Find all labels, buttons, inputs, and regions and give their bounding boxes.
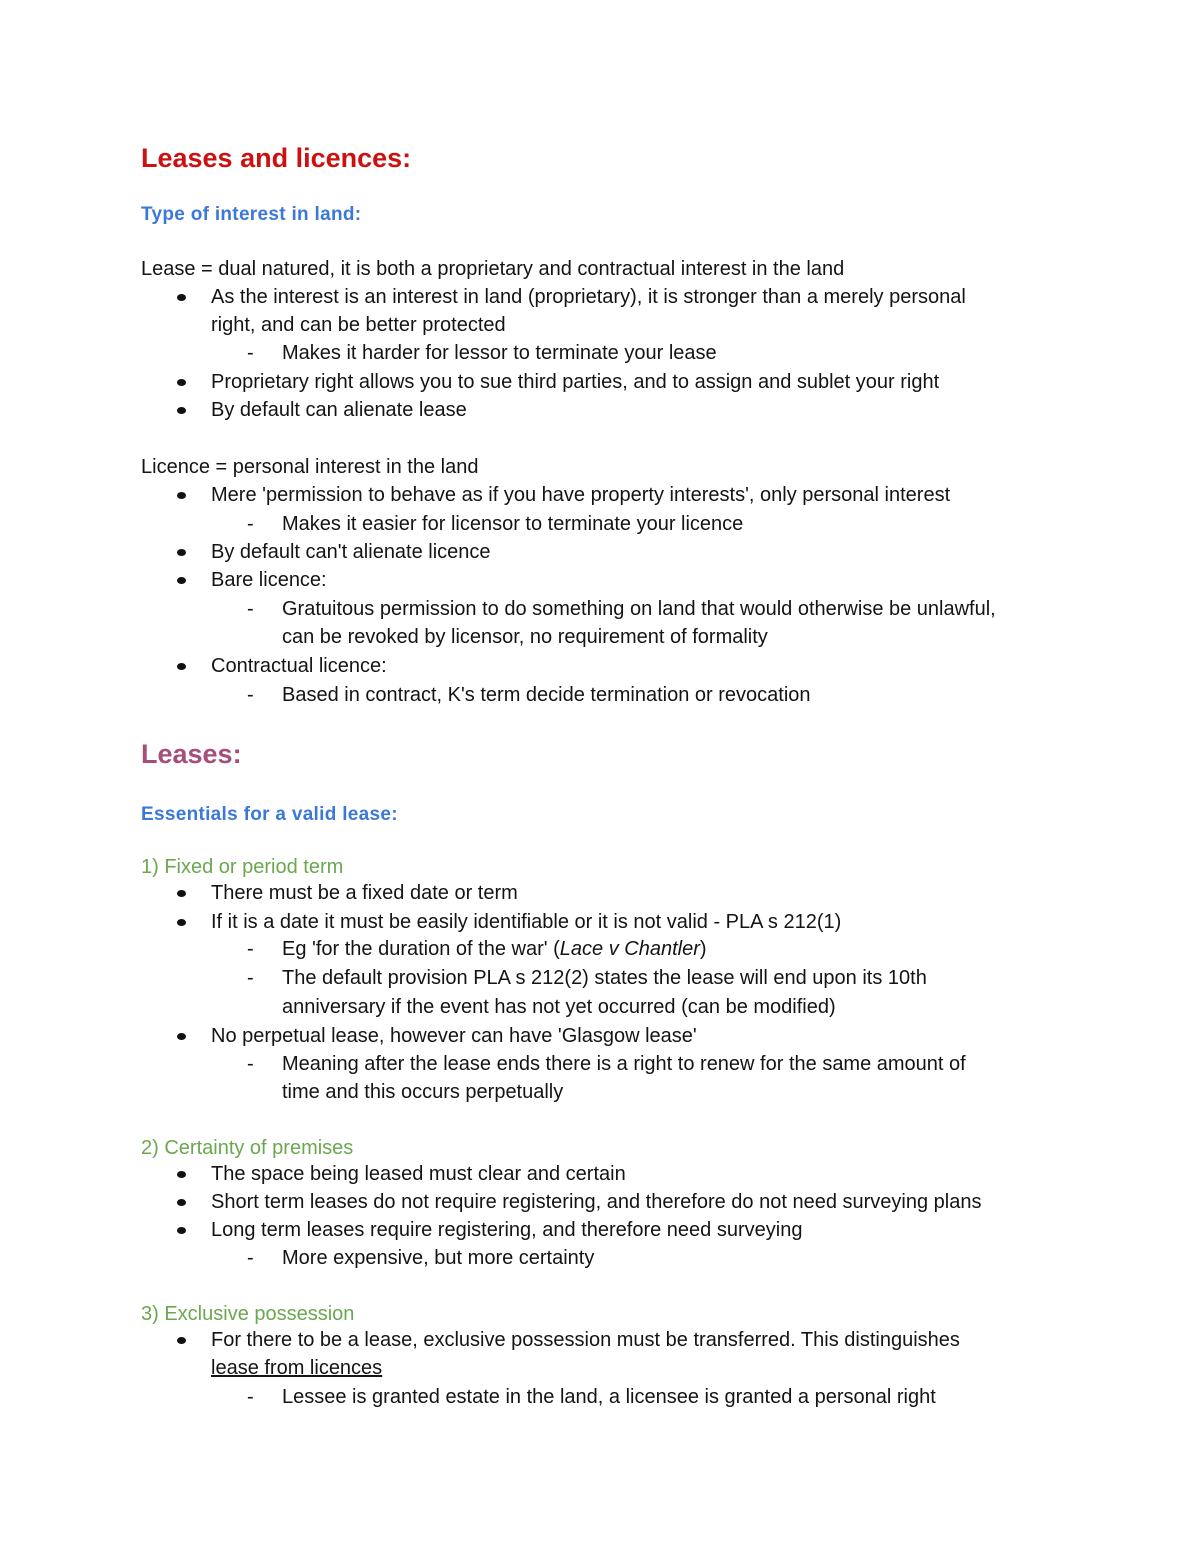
bullet-icon: [177, 919, 186, 926]
bullet-icon: [177, 663, 186, 670]
bullet-icon: [177, 549, 186, 556]
lease-bullet-1-line-1: As the interest is an interest in land (proprietary), it is stronger than a merely personal: [211, 286, 966, 308]
licence-bullet-2: By default can't alienate licence: [211, 541, 491, 563]
dash-icon: -: [247, 342, 254, 364]
section-1-bullet-2-sub-2-line-2: anniversary if the event has not yet occurred (can be modified): [282, 996, 836, 1018]
page-title: Leases and licences:: [141, 143, 412, 173]
section-2-heading: 2) Certainty of premises: [141, 1137, 354, 1159]
section-3-bullet-1-line-2: lease from licences: [211, 1357, 383, 1379]
bullet-icon: [177, 379, 186, 386]
bullet-icon: [177, 492, 186, 499]
lease-bullet-1-sub-1: Makes it harder for lessor to terminate your lease: [282, 342, 717, 364]
dash-icon: -: [247, 967, 254, 989]
section-1-bullet-3-sub-1-line-2: time and this occurs perpetually: [282, 1081, 564, 1103]
bullet-icon: [177, 577, 186, 584]
bullet-icon: [177, 407, 186, 414]
bullet-icon: [177, 1199, 186, 1206]
lease-definition: Lease = dual natured, it is both a proprietary and contractual interest in the land: [141, 258, 845, 280]
licence-definition: Licence = personal interest in the land: [141, 456, 479, 478]
dash-icon: -: [247, 684, 254, 706]
bullet-icon: [177, 294, 186, 301]
dash-icon: -: [247, 513, 254, 535]
licence-bullet-4: Contractual licence:: [211, 655, 387, 677]
bullet-icon: [177, 1337, 186, 1344]
dash-icon: -: [247, 598, 254, 620]
bullet-icon: [177, 1227, 186, 1234]
section-1-bullet-3: No perpetual lease, however can have 'Glasgow lease': [211, 1025, 697, 1047]
section-3-bullet-1-sub-1: Lessee is granted estate in the land, a licensee is granted a personal right: [282, 1386, 936, 1408]
section-1-bullet-3-sub-1-line-1: Meaning after the lease ends there is a right to renew for the same amount of: [282, 1053, 966, 1075]
licence-bullet-3-sub-1-line-1: Gratuitous permission to do something on land that would otherwise be unlawful,: [282, 598, 996, 620]
section-3-bullet-1-line-1: For there to be a lease, exclusive possession must be transferred. This distinguishes: [211, 1329, 960, 1351]
section-2-bullet-3: Long term leases require registering, and therefore need surveying: [211, 1219, 803, 1241]
section-1-bullet-2-sub-1: Eg 'for the duration of the war' (Lace v Chantler): [282, 938, 707, 960]
dash-icon: -: [247, 1386, 254, 1408]
leases-heading: Leases:: [141, 739, 242, 769]
case-name: Lace v Chantler: [559, 938, 700, 960]
bullet-icon: [177, 1171, 186, 1178]
section-1-bullet-2: If it is a date it must be easily identifiable or it is not valid - PLA s 212(1): [211, 911, 842, 933]
licence-bullet-3-sub-1-line-2: can be revoked by licensor, no requirement of formality: [282, 626, 768, 648]
bullet-icon: [177, 890, 186, 897]
section-2-bullet-3-sub-1: More expensive, but more certainty: [282, 1247, 595, 1269]
section-1-bullet-2-sub-2-line-1: The default provision PLA s 212(2) states the lease will end upon its 10th: [282, 967, 927, 989]
type-of-interest-heading: Type of interest in land:: [141, 204, 362, 225]
bullet-icon: [177, 1033, 186, 1040]
licence-bullet-1: Mere 'permission to behave as if you have property interests', only personal interest: [211, 484, 951, 506]
lease-bullet-3: By default can alienate lease: [211, 399, 467, 421]
section-2-bullet-2: Short term leases do not require registering, and therefore do not need surveying plans: [211, 1191, 982, 1213]
section-2-bullet-1: The space being leased must clear and certain: [211, 1163, 626, 1185]
dash-icon: -: [247, 938, 254, 960]
dash-icon: -: [247, 1053, 254, 1075]
licence-bullet-1-sub-1: Makes it easier for licensor to terminate your licence: [282, 513, 744, 535]
dash-icon: -: [247, 1247, 254, 1269]
licence-bullet-4-sub-1: Based in contract, K's term decide termination or revocation: [282, 684, 811, 706]
section-3-heading: 3) Exclusive possession: [141, 1303, 355, 1325]
lease-bullet-2: Proprietary right allows you to sue third parties, and to assign and sublet your right: [211, 371, 940, 393]
section-1-bullet-1: There must be a fixed date or term: [211, 882, 518, 904]
lease-bullet-1-line-2: right, and can be better protected: [211, 314, 506, 336]
section-1-heading: 1) Fixed or period term: [141, 856, 344, 878]
licence-bullet-3: Bare licence:: [211, 569, 327, 591]
essentials-heading: Essentials for a valid lease:: [141, 804, 398, 825]
